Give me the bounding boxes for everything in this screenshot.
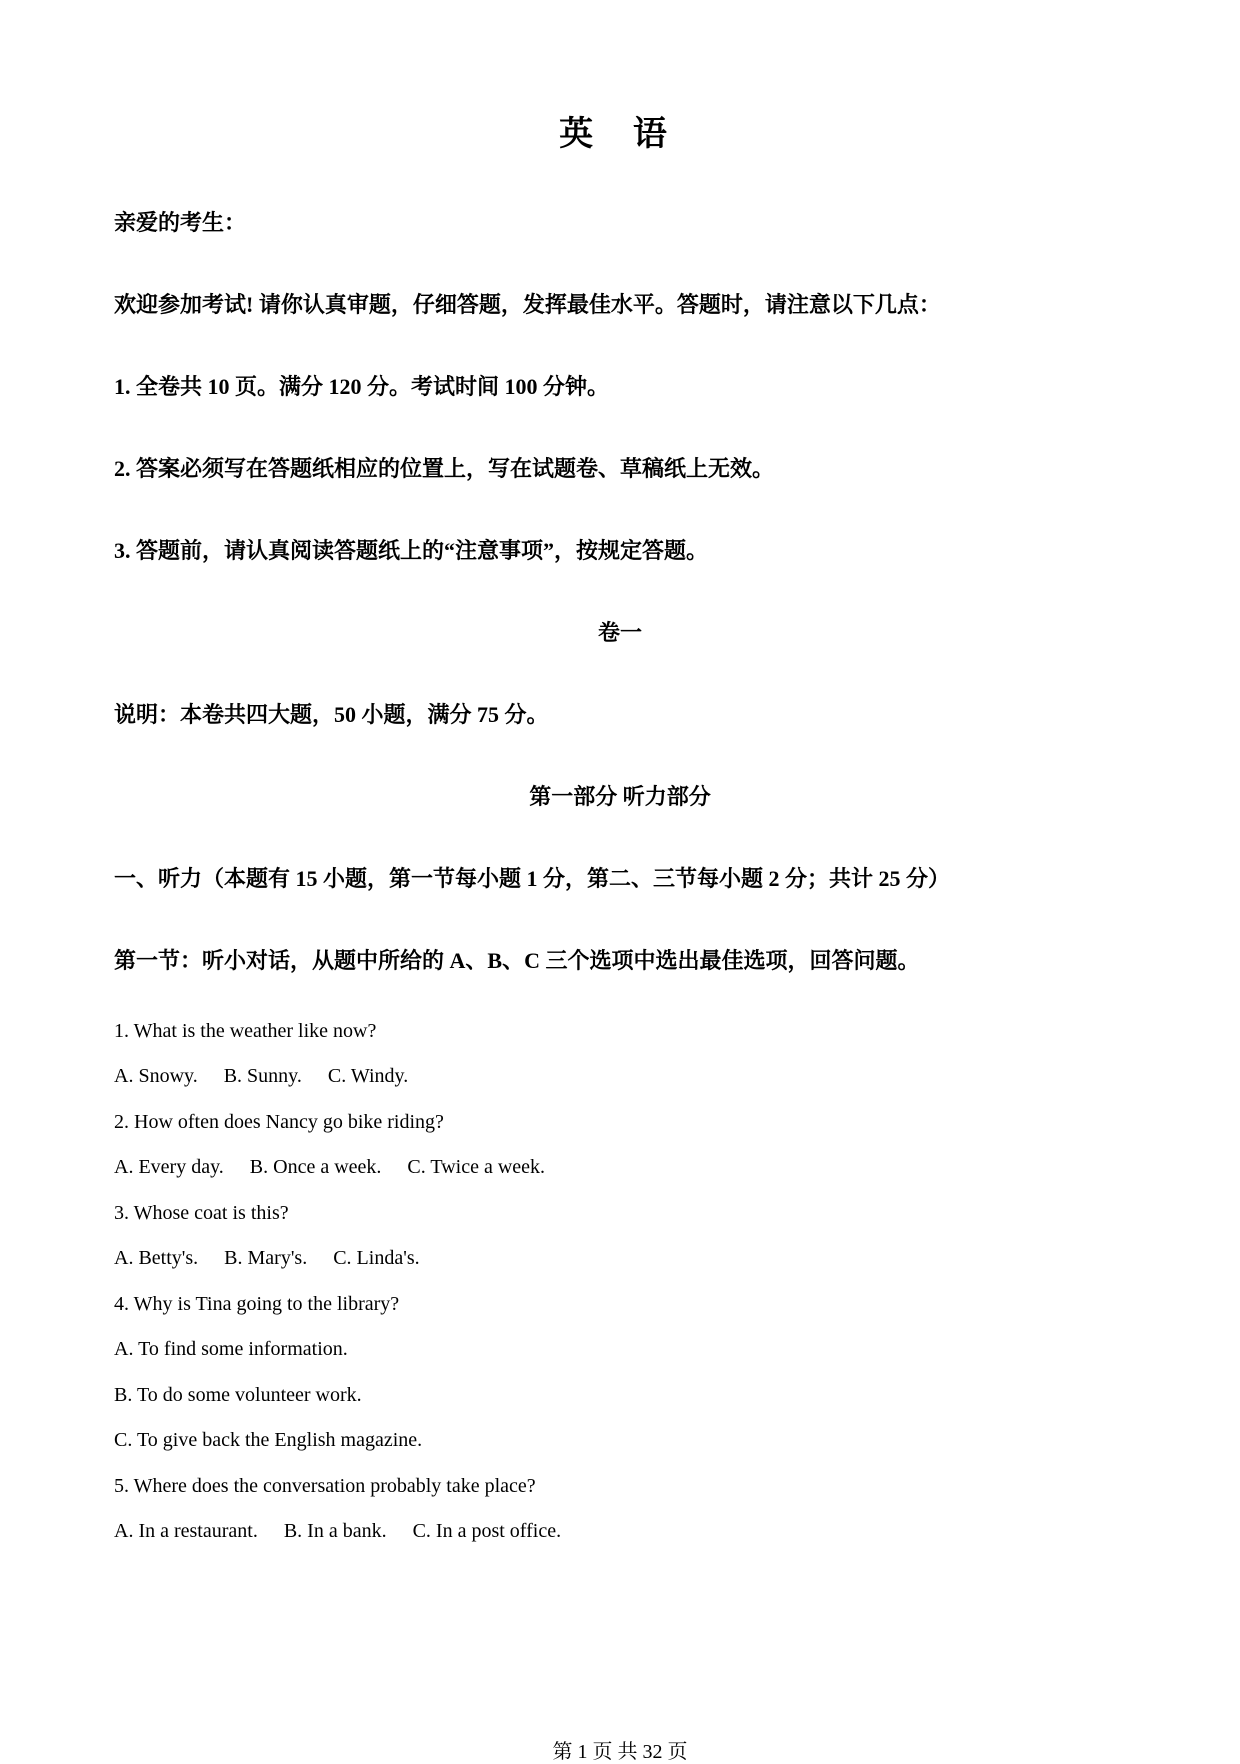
- option-c: C. Twice a week.: [407, 1156, 546, 1178]
- question-2-options: [114, 1154, 571, 1180]
- intro-text: 欢迎参加考试! 请你认真审题，仔细答题，发挥最佳水平。答题时，请注意以下几点：: [114, 292, 941, 317]
- question-5-options: [114, 1518, 587, 1544]
- note-1: 1. 全卷共 10 页。满分 120 分。考试时间 100 分钟。: [114, 374, 610, 399]
- option-a: A. Snowy.: [114, 1065, 198, 1087]
- option-c: C. Windy.: [327, 1065, 409, 1087]
- note-3: 3. 答题前，请认真阅读答题纸上的“注意事项”，按规定答题。: [114, 538, 709, 563]
- greeting: 亲爱的考生：: [114, 210, 247, 235]
- part-title: 第一部分 听力部分: [529, 784, 711, 809]
- question-5-stem: 5. Where does the conversation probably take place?: [114, 1475, 536, 1497]
- question-2-stem: 2. How often does Nancy go bike riding?: [114, 1111, 444, 1133]
- option-a: A. In a restaurant.: [114, 1520, 258, 1542]
- question-1-options: [114, 1063, 434, 1089]
- page-footer: 第 1 页 共 32 页: [552, 1741, 688, 1763]
- option-c: C. In a post office.: [412, 1520, 562, 1542]
- option-a: A. Betty's.: [114, 1247, 199, 1269]
- option-b: B. Mary's.: [224, 1247, 308, 1269]
- option-b: B. Once a week.: [249, 1156, 382, 1178]
- question-4-option-b: B. To do some volunteer work.: [114, 1384, 362, 1406]
- question-4-stem: 4. Why is Tina going to the library?: [114, 1293, 400, 1315]
- question-4-option-a: A. To find some information.: [114, 1338, 348, 1360]
- volume-description: 说明：本卷共四大题，50 小题，满分 75 分。: [114, 702, 549, 727]
- volume-title: 卷一: [597, 620, 642, 645]
- option-b: B. In a bank.: [283, 1520, 387, 1542]
- option-b: B. Sunny.: [223, 1065, 302, 1087]
- page-title: 英 语: [559, 114, 681, 154]
- option-a: A. Every day.: [114, 1156, 224, 1178]
- section-heading: 一、听力（本题有 15 小题，第一节每小题 1 分，第二、三节每小题 2 分；共计 25 分）: [114, 866, 951, 891]
- question-1-stem: 1. What is the weather like now?: [114, 1020, 377, 1042]
- question-3-stem: 3. Whose coat is this?: [114, 1202, 289, 1224]
- subsection-heading: 第一节：听小对话，从题中所给的 A、B、C 三个选项中选出最佳选项，回答问题。: [114, 948, 920, 973]
- question-3-options: [114, 1245, 446, 1271]
- option-c: C. Linda's.: [333, 1247, 420, 1269]
- note-2: 2. 答案必须写在答题纸相应的位置上，写在试题卷、草稿纸上无效。: [114, 456, 775, 481]
- question-4-option-c: C. To give back the English magazine.: [114, 1429, 423, 1451]
